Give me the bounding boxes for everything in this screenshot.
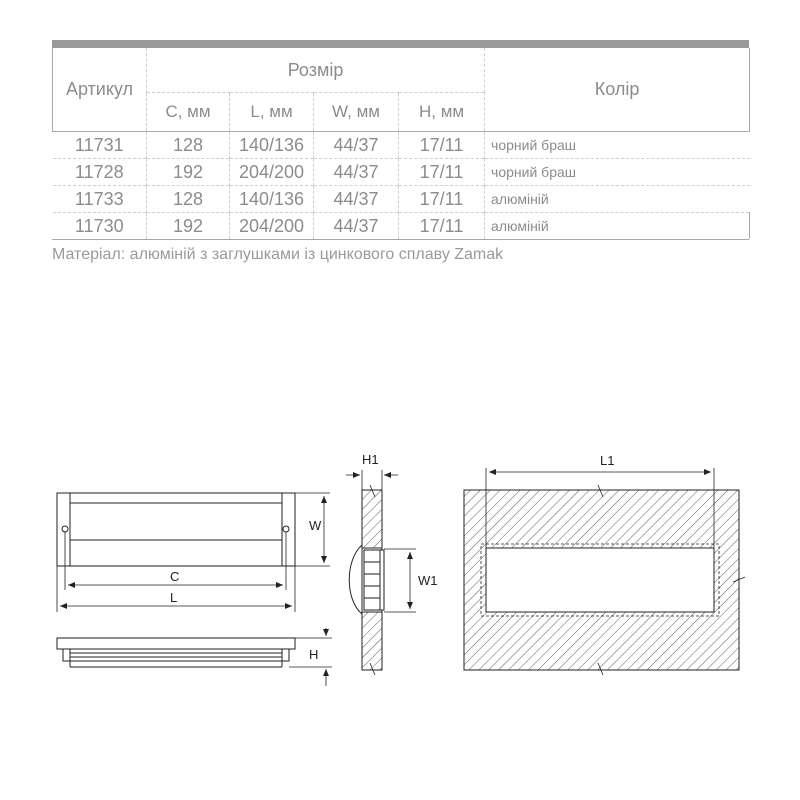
label-h1: H1 [362,452,379,467]
cell-c: 192 [147,159,230,186]
cell-color: алюміній [485,186,750,213]
material-note: Матеріал: алюміній з заглушками із цинкового сплаву Zamak [52,246,504,263]
cell-w: 44/37 [314,132,399,159]
cell-h: 17/11 [399,213,485,240]
cell-article: 11733 [53,186,147,213]
cell-c: 128 [147,186,230,213]
cell-c: 192 [147,213,230,240]
label-l: L [170,590,178,605]
cell-w: 44/37 [314,213,399,240]
label-h: H [309,647,319,662]
header-article: Артикул [53,48,147,132]
cell-article: 11730 [53,213,147,240]
cell-l: 204/200 [230,159,314,186]
header-h: H, мм [399,93,485,132]
cell-l: 204/200 [230,213,314,240]
header-color: Колір [485,48,750,132]
section-view [346,470,416,675]
cell-w: 44/37 [314,186,399,213]
header-w: W, мм [314,93,399,132]
cutout-view [464,468,745,675]
cell-l: 140/136 [230,132,314,159]
label-c: C [170,569,180,584]
label-w: W [309,518,322,533]
label-w1: W1 [418,573,438,588]
label-l1: L1 [600,453,615,468]
handle-side-view [57,628,332,686]
header-c: C, мм [147,93,230,132]
cell-l: 140/136 [230,186,314,213]
cell-article: 11731 [53,132,147,159]
cell-h: 17/11 [399,132,485,159]
cell-c: 128 [147,132,230,159]
cell-color: алюміній [485,213,750,240]
cell-h: 17/11 [399,159,485,186]
header-size: Розмір [147,48,485,93]
handle-front-view [57,493,330,612]
cell-color: чорний браш [485,132,750,159]
cell-h: 17/11 [399,186,485,213]
cell-article: 11728 [53,159,147,186]
cell-w: 44/37 [314,159,399,186]
cell-color: чорний браш [485,159,750,186]
header-l: L, мм [230,93,314,132]
